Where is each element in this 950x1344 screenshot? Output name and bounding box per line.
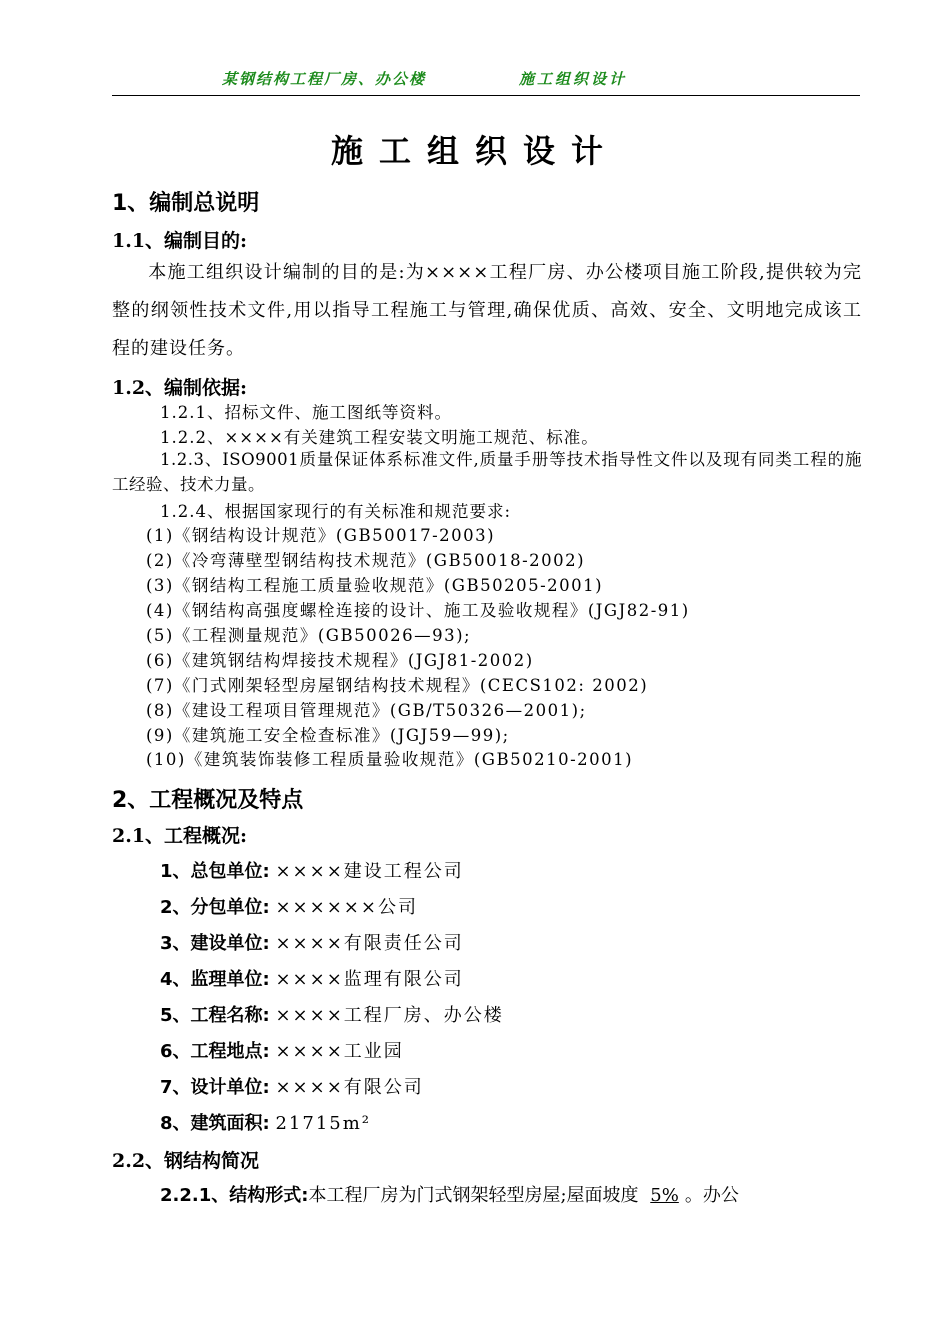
basis-1-2-4: 1.2.4、根据国家现行的有关标准和规范要求: (160, 502, 512, 521)
structure-form-tail: 。办公 (684, 1185, 739, 1206)
info-row-supervisor (160, 965, 464, 991)
spec-item-5: (5)《工程测量规范》(GB50026—93); (146, 626, 472, 645)
info-label: 4、监理单位: (160, 969, 270, 990)
section-1-1-paragraph (112, 254, 862, 368)
info-value: ××××有限公司 (275, 1077, 424, 1098)
spec-item-7: (7)《门式刚架轻型房屋钢结构技术规程》(CECS102: 2002) (146, 676, 649, 695)
section-2-2-1-line (160, 1181, 739, 1207)
header-doc-type: 施工组织设计 (519, 70, 628, 88)
section-2-heading: 2、工程概况及特点 (112, 788, 304, 813)
info-row-subcontractor (160, 893, 418, 919)
section-2-1-heading: 2.1、工程概况: (112, 825, 248, 847)
info-label: 7、设计单位: (160, 1077, 270, 1098)
info-value: ××××工程厂房、办公楼 (275, 1005, 504, 1026)
header-project-name: 某钢结构工程厂房、办公楼 (222, 70, 427, 88)
info-label: 5、工程名称: (160, 1005, 270, 1026)
spec-item-4: (4)《钢结构高强度螺栓连接的设计、施工及验收规程》(JGJ82-91) (146, 601, 690, 620)
info-value: ××××建设工程公司 (275, 861, 464, 882)
info-value: ××××工业园 (275, 1041, 404, 1062)
basis-1-2-2: 1.2.2、××××有关建筑工程安装文明施工规范、标准。 (160, 428, 599, 447)
structure-form-label: 2.2.1、结构形式: (160, 1185, 309, 1206)
info-label: 1、总包单位: (160, 861, 270, 882)
basis-1-2-3 (112, 447, 862, 497)
section-2-2-heading: 2.2、钢结构简况 (112, 1150, 260, 1172)
section-1-1-text: 本施工组织设计编制的目的是:为××××工程厂房、办公楼项目施工阶段,提供较为完整的纲领性技术文件,用以指导工程施工与管理,确保优质、高效、安全、文明地完成该工程的建设任务。 (112, 262, 862, 359)
info-row-contractor (160, 857, 464, 883)
info-value: ××××监理有限公司 (275, 969, 464, 990)
info-row-owner (160, 929, 464, 955)
info-row-designer (160, 1073, 424, 1099)
info-value: 21715m² (275, 1113, 372, 1134)
section-1-2-heading: 1.2、编制依据: (112, 377, 248, 399)
spec-item-9: (9)《建筑施工安全检查标准》(JGJ59—99); (146, 726, 510, 745)
info-row-project-name (160, 1001, 504, 1027)
info-row-location (160, 1037, 404, 1063)
info-label: 6、工程地点: (160, 1041, 270, 1062)
info-value: ××××有限责任公司 (275, 933, 464, 954)
spec-item-6: (6)《建筑钢结构焊接技术规程》(JGJ81-2002) (146, 651, 534, 670)
page-title: 施工组织设计 (330, 132, 619, 170)
spec-item-8: (8)《建设工程项目管理规范》(GB/T50326—2001); (146, 701, 587, 720)
running-header (0, 64, 950, 90)
roof-slope-value: 5% (650, 1185, 679, 1206)
info-label: 8、建筑面积: (160, 1113, 270, 1134)
info-value: ××××××公司 (275, 897, 418, 918)
info-label: 2、分包单位: (160, 897, 270, 918)
basis-1-2-3-text: 1.2.3、ISO9001质量保证体系标准文件,质量手册等技术指导性文件以及现有同类工程的施工经验、技术力量。 (112, 450, 862, 494)
header-rule (112, 95, 860, 96)
spec-item-3: (3)《钢结构工程施工质量验收规范》(GB50205-2001) (146, 576, 604, 595)
info-row-floor-area (160, 1109, 371, 1135)
basis-1-2-1: 1.2.1、招标文件、施工图纸等资料。 (160, 403, 452, 422)
spec-item-2: (2)《冷弯薄壁型钢结构技术规范》(GB50018-2002) (146, 551, 586, 570)
section-1-1-heading: 1.1、编制目的: (112, 230, 248, 252)
spec-item-10: (10)《建筑装饰装修工程质量验收规范》(GB50210-2001) (146, 750, 634, 769)
structure-form-text: 本工程厂房为门式钢架轻型房屋;屋面坡度 (308, 1185, 639, 1206)
section-1-heading: 1、编制总说明 (112, 191, 260, 216)
spec-item-1: (1)《钢结构设计规范》(GB50017-2003) (146, 526, 496, 545)
info-label: 3、建设单位: (160, 933, 270, 954)
